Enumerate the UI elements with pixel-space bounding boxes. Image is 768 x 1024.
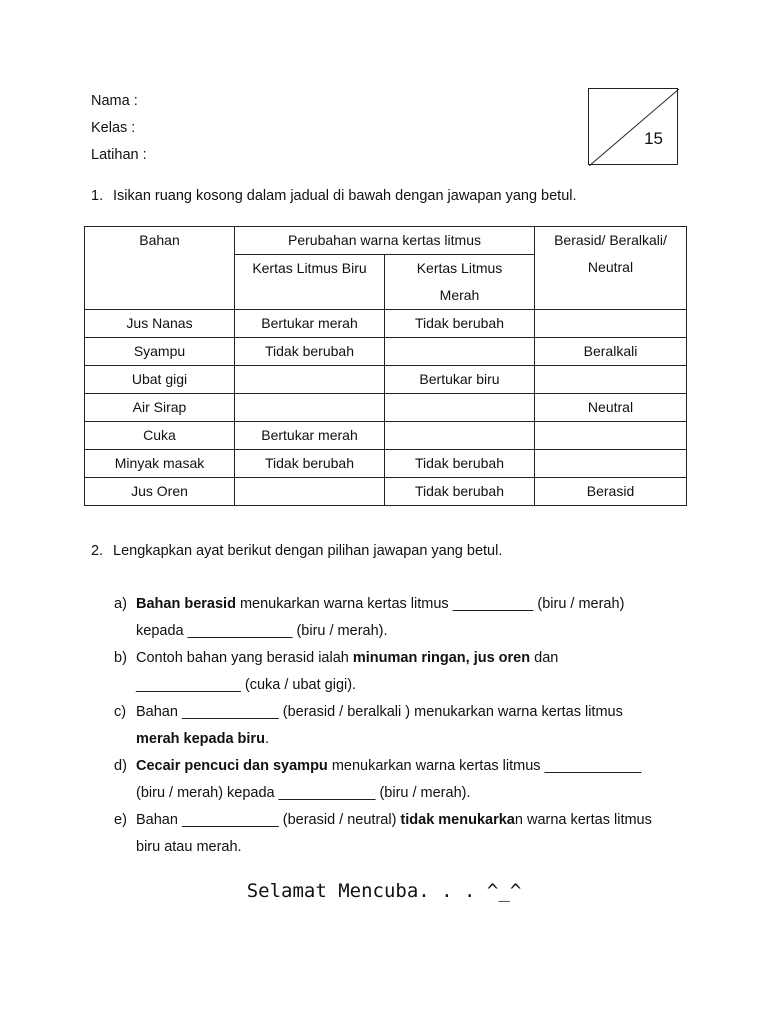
item-c-text2: . xyxy=(264,731,269,747)
cell-sifat: Beralkali xyxy=(535,338,687,366)
cell-sifat: Berasid xyxy=(535,478,687,506)
cell-merah: Tidak berubah xyxy=(385,450,535,478)
cell-bahan: Air Sirap xyxy=(85,394,235,422)
header-sifat-line1: Berasid/ Beralkali/ xyxy=(554,232,667,248)
cell-merah[interactable] xyxy=(385,338,535,366)
header-kertas-merah-line2: Merah xyxy=(439,287,480,303)
item-b-bold: minuman ringan, jus oren xyxy=(352,650,531,666)
nama-label: Nama : xyxy=(91,93,138,109)
header-sifat xyxy=(535,227,687,310)
item-b xyxy=(114,645,714,699)
total-score: 15 xyxy=(644,129,663,148)
item-d-line1 xyxy=(136,753,714,780)
item-e-line2: biru atau merah. xyxy=(136,839,242,855)
cell-merah: Tidak berubah xyxy=(385,310,535,338)
item-d-line2: (biru / merah) kepada ____________ (biru / merah). xyxy=(136,785,471,801)
item-a-line1 xyxy=(136,591,714,618)
header-sifat-line2: Neutral xyxy=(587,259,634,275)
header-kertas-merah-line1: Kertas Litmus xyxy=(416,260,503,276)
item-b-line1 xyxy=(136,645,714,672)
item-e-letter: e) xyxy=(114,812,127,828)
score-box xyxy=(588,88,678,165)
item-c-line2 xyxy=(136,726,714,753)
item-e-line1 xyxy=(136,807,714,834)
item-a-bold: Bahan berasid xyxy=(136,596,236,612)
item-b-letter: b) xyxy=(114,650,127,666)
question-2-items xyxy=(114,591,714,861)
kelas-label: Kelas : xyxy=(91,120,136,136)
item-e xyxy=(114,807,714,861)
cell-sifat[interactable] xyxy=(535,366,687,394)
item-c-letter: c) xyxy=(114,704,127,720)
item-d-letter: d) xyxy=(114,758,127,774)
item-b-line2: _____________ (cuka / ubat gigi). xyxy=(136,677,357,693)
cell-biru[interactable] xyxy=(235,394,385,422)
cell-bahan: Minyak masak xyxy=(85,450,235,478)
table-row xyxy=(85,394,687,422)
table-row xyxy=(85,338,687,366)
cell-sifat[interactable] xyxy=(535,450,687,478)
cell-bahan: Jus Oren xyxy=(85,478,235,506)
cell-bahan: Jus Nanas xyxy=(85,310,235,338)
item-d-bold: Cecair pencuci dan syampu xyxy=(136,758,328,774)
cell-biru[interactable] xyxy=(235,366,385,394)
litmus-table xyxy=(84,226,687,506)
table-row xyxy=(85,366,687,394)
cell-bahan: Cuka xyxy=(85,422,235,450)
cell-biru[interactable] xyxy=(235,478,385,506)
table-row xyxy=(85,422,687,450)
item-e-bold: tidak menukarka xyxy=(400,812,515,828)
header-bahan: Bahan xyxy=(85,227,235,310)
item-e-text1: Bahan ____________ (berasid / neutral) xyxy=(136,812,401,828)
item-d-text1: menukarkan warna kertas litmus ____________ xyxy=(327,758,642,774)
question-2-number: 2. xyxy=(91,543,104,559)
question-2 xyxy=(91,543,502,559)
question-1-number: 1. xyxy=(91,188,104,204)
cell-sifat[interactable] xyxy=(535,422,687,450)
item-e-text2: n warna kertas litmus xyxy=(514,812,652,828)
cell-merah[interactable] xyxy=(385,394,535,422)
question-1-text: Isikan ruang kosong dalam jadual di bawah dengan jawapan yang betul. xyxy=(113,188,577,204)
item-b-text1: Contoh bahan yang berasid ialah xyxy=(136,650,353,666)
latihan-label: Latihan : xyxy=(91,147,147,163)
score-divider xyxy=(589,89,679,166)
closing-message: Selamat Mencuba. . . ^_^ xyxy=(246,880,522,902)
item-a-letter: a) xyxy=(114,596,127,612)
item-c xyxy=(114,699,714,753)
item-a-text1: menukarkan warna kertas litmus __________ (biru / merah) xyxy=(235,596,625,612)
item-a xyxy=(114,591,714,645)
cell-bahan: Syampu xyxy=(85,338,235,366)
cell-bahan: Ubat gigi xyxy=(85,366,235,394)
header-kertas-biru: Kertas Litmus Biru xyxy=(235,255,385,310)
cell-biru: Bertukar merah xyxy=(235,310,385,338)
item-b-text2: dan xyxy=(530,650,559,666)
cell-biru: Tidak berubah xyxy=(235,338,385,366)
table-row xyxy=(85,478,687,506)
table-row xyxy=(85,450,687,478)
cell-sifat: Neutral xyxy=(535,394,687,422)
item-d xyxy=(114,753,714,807)
item-c-bold: merah kepada biru xyxy=(136,731,265,747)
cell-biru: Bertukar merah xyxy=(235,422,385,450)
cell-merah: Bertukar biru xyxy=(385,366,535,394)
cell-biru: Tidak berubah xyxy=(235,450,385,478)
header-perubahan: Perubahan warna kertas litmus xyxy=(235,227,535,255)
table-row xyxy=(85,310,687,338)
item-c-line1: Bahan ____________ (berasid / beralkali ) menukarkan warna kertas litmus xyxy=(136,704,623,720)
question-1 xyxy=(91,188,577,204)
question-2-text: Lengkapkan ayat berikut dengan pilihan jawapan yang betul. xyxy=(113,543,503,559)
item-a-line2: kepada _____________ (biru / merah). xyxy=(136,623,388,639)
cell-merah: Tidak berubah xyxy=(385,478,535,506)
header-kertas-merah xyxy=(385,255,535,310)
cell-merah[interactable] xyxy=(385,422,535,450)
cell-sifat[interactable] xyxy=(535,310,687,338)
